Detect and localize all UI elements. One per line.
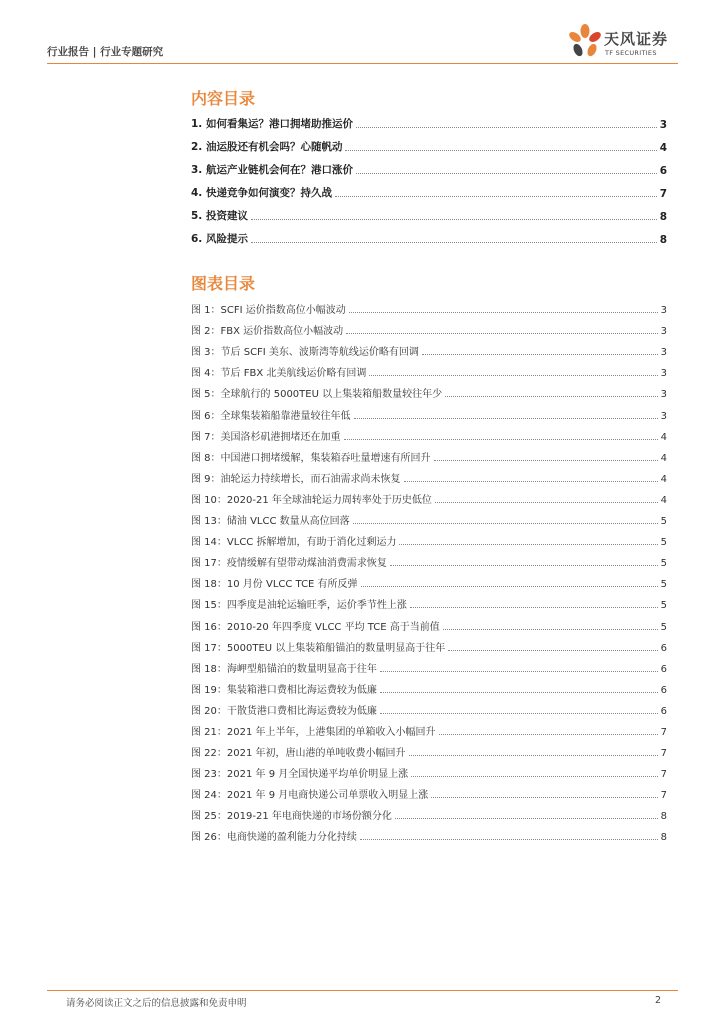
contents-entry-page: 6 bbox=[659, 165, 667, 177]
figure-entry-label: 图 8：中国港口拥堵缓解，集装箱吞吐量增速有所回升 bbox=[191, 452, 431, 464]
dot-leader bbox=[345, 150, 656, 151]
dot-leader bbox=[399, 544, 657, 545]
figure-entry-page: 4 bbox=[660, 473, 667, 485]
figure-entry-page: 5 bbox=[660, 516, 667, 528]
contents-title: 内容目录 bbox=[191, 89, 256, 108]
contents-entry[interactable] bbox=[191, 177, 667, 200]
figure-entry[interactable] bbox=[191, 485, 667, 506]
figure-entry[interactable] bbox=[191, 759, 667, 780]
contents-entry[interactable] bbox=[191, 131, 667, 154]
dot-leader bbox=[380, 671, 658, 672]
figure-entry-page: 3 bbox=[660, 326, 667, 338]
figure-entry-label: 图 17：疫情缓解有望带动煤油消费需求恢复 bbox=[191, 558, 387, 570]
figure-entry-label: 图 19：集装箱港口费相比海运费较为低廉 bbox=[191, 684, 377, 696]
dot-leader bbox=[251, 219, 657, 220]
dot-leader bbox=[353, 523, 658, 524]
figure-entry-label: 图 22：2021 年初，唐山港的单吨收费小幅回升 bbox=[191, 748, 406, 760]
figure-entry-label: 图 10：2020-21 年全球油轮运力周转率处于历史低位 bbox=[191, 494, 432, 506]
logo-text-cn: 天风证券 bbox=[604, 30, 669, 48]
dot-leader bbox=[354, 418, 658, 419]
dot-leader bbox=[356, 173, 657, 174]
dot-leader bbox=[369, 375, 657, 376]
contents-entry-page: 7 bbox=[659, 188, 667, 200]
figure-entry[interactable] bbox=[191, 295, 667, 316]
figure-entry-page: 3 bbox=[660, 389, 667, 401]
dot-leader bbox=[443, 629, 658, 630]
figure-entry-page: 3 bbox=[660, 305, 667, 317]
dot-leader bbox=[356, 127, 657, 128]
figure-entry-page: 5 bbox=[660, 579, 667, 591]
figure-entry-page: 4 bbox=[660, 452, 667, 464]
dot-leader bbox=[431, 797, 657, 798]
figure-entry[interactable] bbox=[191, 464, 667, 485]
figure-entry[interactable] bbox=[191, 611, 667, 632]
figure-entry-label: 图 15：四季度是油轮运输旺季，运价季节性上涨 bbox=[191, 600, 407, 612]
contents-entry[interactable] bbox=[191, 154, 667, 177]
figure-entry[interactable] bbox=[191, 801, 667, 822]
dot-leader bbox=[445, 396, 658, 397]
dot-leader bbox=[344, 439, 658, 440]
contents-entry-page: 8 bbox=[659, 234, 667, 246]
dot-leader bbox=[409, 755, 658, 756]
figure-entry-label: 图 18：10 月份 VLCC TCE 有所反弹 bbox=[191, 579, 358, 591]
contents-entry[interactable] bbox=[191, 200, 667, 223]
logo-flower-icon bbox=[567, 22, 603, 62]
figure-entry[interactable] bbox=[191, 717, 667, 738]
figure-entry[interactable] bbox=[191, 633, 667, 654]
dot-leader bbox=[380, 713, 658, 714]
dot-leader bbox=[390, 565, 658, 566]
figure-entry-label: 图 16：2010-20 年四季度 VLCC 平均 TCE 高于当前值 bbox=[191, 621, 440, 633]
figure-entry-page: 7 bbox=[660, 726, 667, 738]
contents-entry-page: 8 bbox=[659, 211, 667, 223]
figure-entry[interactable] bbox=[191, 590, 667, 611]
contents-entry-label: 1. 如何看集运？港口拥堵助推运价 bbox=[191, 118, 353, 130]
dot-leader bbox=[251, 242, 657, 243]
figure-entry[interactable] bbox=[191, 358, 667, 379]
figure-entry[interactable] bbox=[191, 506, 667, 527]
figure-entry[interactable] bbox=[191, 548, 667, 569]
contents-entry[interactable] bbox=[191, 223, 667, 246]
figure-entry-label: 图 2：FBX 运价指数高位小幅波动 bbox=[191, 326, 344, 338]
figure-entry-label: 图 4：节后 FBX 北美航线运价略有回调 bbox=[191, 368, 367, 380]
figure-entry-label: 图 3：节后 SCFI 美东、波斯湾等航线运价略有回调 bbox=[191, 347, 419, 359]
figure-entry[interactable] bbox=[191, 337, 667, 358]
contents-entry-label: 2. 油运股还有机会吗？心随帆动 bbox=[191, 141, 343, 153]
figure-entry[interactable] bbox=[191, 443, 667, 464]
figure-entry-page: 4 bbox=[660, 494, 667, 506]
dot-leader bbox=[411, 776, 657, 777]
figure-entry-label: 图 9：油轮运力持续增长，而石油需求尚未恢复 bbox=[191, 473, 401, 485]
figure-entry-label: 图 24：2021 年 9 月电商快递公司单票收入明显上涨 bbox=[191, 790, 429, 802]
header-divider bbox=[47, 63, 678, 64]
figure-entry-label: 图 23：2021 年 9 月全国快递平均单价明显上涨 bbox=[191, 769, 409, 781]
dot-leader bbox=[448, 650, 657, 651]
dot-leader bbox=[395, 818, 658, 819]
figure-entry-page: 7 bbox=[660, 769, 667, 781]
figure-entry-label: 图 20：干散货港口费相比海运费较为低廉 bbox=[191, 705, 377, 717]
figure-entry-label: 图 5：全球航行的 5000TEU 以上集装箱船数量较往年少 bbox=[191, 389, 443, 401]
figure-entry-label: 图 6：全球集装箱船靠港量较往年低 bbox=[191, 410, 351, 422]
figure-entry-page: 3 bbox=[660, 368, 667, 380]
dot-leader bbox=[360, 839, 658, 840]
figure-entry[interactable] bbox=[191, 569, 667, 590]
contents-entry-label: 6. 风险提示 bbox=[191, 233, 248, 245]
figure-entry-page: 3 bbox=[660, 410, 667, 422]
header-label: 行业报告 | 行业专题研究 bbox=[47, 46, 164, 58]
figure-entry[interactable] bbox=[191, 527, 667, 548]
figure-entry-label: 图 18：海岬型船锚泊的数量明显高于往年 bbox=[191, 663, 377, 675]
contents-entry-page: 3 bbox=[659, 119, 667, 131]
dot-leader bbox=[380, 692, 658, 693]
contents-entry-page: 4 bbox=[659, 142, 667, 154]
figure-entry-label: 图 21：2021 年上半年，上港集团的单箱收入小幅回升 bbox=[191, 726, 436, 738]
figure-entry-page: 6 bbox=[660, 705, 667, 717]
figure-entry-page: 7 bbox=[660, 748, 667, 760]
figure-entry[interactable] bbox=[191, 738, 667, 759]
figure-entry[interactable] bbox=[191, 675, 667, 696]
figure-entry[interactable] bbox=[191, 379, 667, 400]
figure-entry-label: 图 26：电商快递的盈利能力分化持续 bbox=[191, 832, 357, 844]
dot-leader bbox=[335, 196, 657, 197]
figure-entry-page: 8 bbox=[660, 832, 667, 844]
figure-entry-page: 5 bbox=[660, 558, 667, 570]
contents-entry[interactable] bbox=[191, 108, 667, 131]
footer-divider bbox=[47, 990, 678, 991]
contents-entry-label: 5. 投资建议 bbox=[191, 210, 248, 222]
figure-entry[interactable] bbox=[191, 422, 667, 443]
dot-leader bbox=[346, 333, 657, 334]
figure-entry[interactable] bbox=[191, 400, 667, 421]
dot-leader bbox=[439, 734, 658, 735]
figure-entry-page: 6 bbox=[660, 642, 667, 654]
figures-list bbox=[191, 295, 667, 843]
figures-title: 图表目录 bbox=[191, 274, 256, 293]
figure-entry-page: 8 bbox=[660, 811, 667, 823]
dot-leader bbox=[435, 502, 658, 503]
figure-entry[interactable] bbox=[191, 780, 667, 801]
dot-leader bbox=[404, 481, 658, 482]
figure-entry-label: 图 13：储油 VLCC 数量从高位回落 bbox=[191, 516, 350, 528]
figure-entry-page: 5 bbox=[660, 537, 667, 549]
figure-entry-page: 7 bbox=[660, 790, 667, 802]
dot-leader bbox=[349, 312, 658, 313]
dot-leader bbox=[434, 460, 658, 461]
dot-leader bbox=[361, 586, 658, 587]
dot-leader bbox=[422, 354, 658, 355]
figure-entry-page: 3 bbox=[660, 347, 667, 359]
logo-text-en: TF SECURITIES bbox=[605, 49, 657, 57]
figure-entry[interactable] bbox=[191, 822, 667, 843]
figure-entry-label: 图 17：5000TEU 以上集装箱船锚泊的数量明显高于往年 bbox=[191, 642, 446, 654]
figure-entry-page: 4 bbox=[660, 431, 667, 443]
figure-entry-label: 图 14：VLCC 拆解增加，有助于消化过剩运力 bbox=[191, 537, 397, 549]
figure-entry[interactable] bbox=[191, 696, 667, 717]
figure-entry-page: 5 bbox=[660, 600, 667, 612]
figure-entry-label: 图 7：美国洛杉矶港拥堵还在加重 bbox=[191, 431, 341, 443]
contents-list bbox=[191, 108, 667, 246]
figure-entry-page: 6 bbox=[660, 684, 667, 696]
page-number: 2 bbox=[655, 995, 662, 1006]
dot-leader bbox=[410, 607, 658, 608]
company-logo bbox=[567, 22, 687, 62]
figure-entry[interactable] bbox=[191, 654, 667, 675]
contents-entry-label: 3. 航运产业链机会何在？港口涨价 bbox=[191, 164, 353, 176]
figure-entry[interactable] bbox=[191, 316, 667, 337]
figure-entry-page: 5 bbox=[660, 621, 667, 633]
figure-entry-label: 图 25：2019-21 年电商快递的市场份额分化 bbox=[191, 811, 392, 823]
footer-disclaimer: 请务必阅读正文之后的信息披露和免责申明 bbox=[66, 998, 247, 1009]
figure-entry-page: 6 bbox=[660, 663, 667, 675]
contents-entry-label: 4. 快递竞争如何演变？持久战 bbox=[191, 187, 332, 199]
figure-entry-label: 图 1：SCFI 运价指数高位小幅波动 bbox=[191, 305, 346, 317]
